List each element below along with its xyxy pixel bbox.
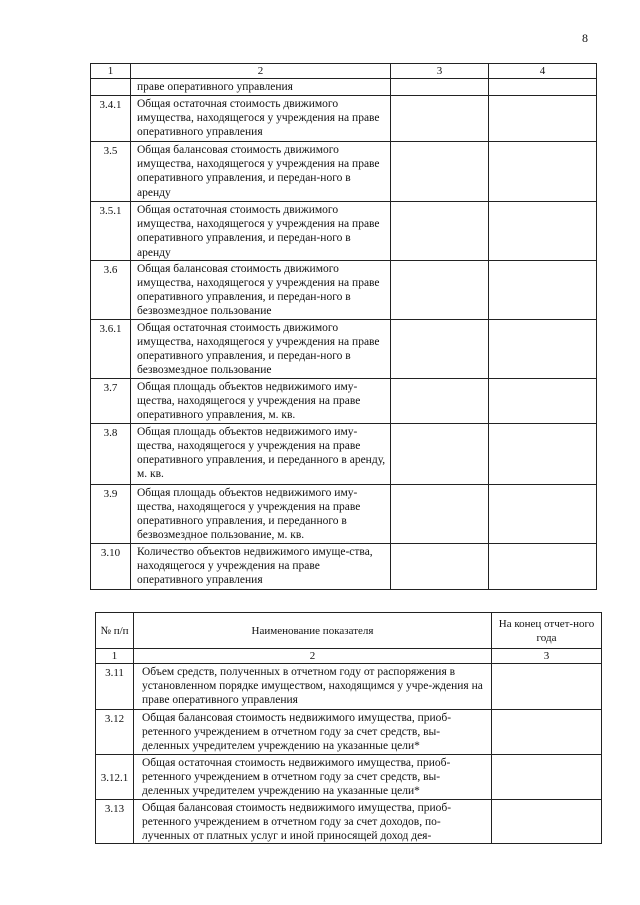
table-row [96, 754, 602, 799]
indicator-name: Общая балансовая стоимость недвижимого имущества, приоб-ретенного учреждением в отчетном году за счет доходов, по-лученных от платных услуг и иной приносящей доход дея- [134, 799, 492, 844]
indicator-name: Общая площадь объектов недвижимого иму-щества, находящегося у учреждения на праве оперативного управления, и переданного в безвозмездное пользование, м. кв. [131, 484, 391, 543]
col-number-1: 1 [96, 649, 134, 664]
table-row [96, 664, 602, 710]
indicator-name: Общая балансовая стоимость движимого имущества, находящегося у учреждения на праве оперативного управления, и передан-ного в аренду [131, 142, 391, 202]
value-cell [391, 260, 489, 319]
value-cell [489, 142, 597, 202]
indicator-name: Общая балансовая стоимость недвижимого имущества, приоб-ретенного учреждением в отчетном году за счет средств, вы-деленных учредителем учреждению на указанные цели* [134, 710, 492, 755]
table-row [91, 79, 597, 96]
value-cell [489, 319, 597, 378]
table-row [91, 202, 597, 261]
indicator-name: Общая остаточная стоимость недвижимого имущества, приоб-ретенного учреждением в отчетном году за счет средств, вы-деленных учредителем учреждению на указанные цели* [134, 754, 492, 799]
page-number: 8 [582, 31, 588, 45]
value-cell [489, 423, 597, 484]
col-number-3: 3 [492, 649, 602, 664]
value-cell [492, 664, 602, 710]
value-cell [391, 319, 489, 378]
value-cell [489, 79, 597, 96]
col-number-2: 2 [131, 64, 391, 79]
header-name: Наименование показателя [134, 613, 492, 649]
header-row [96, 613, 602, 649]
value-cell [492, 754, 602, 799]
indicators-table [95, 612, 602, 844]
row-number: 3.6 [91, 260, 131, 319]
table-row [91, 319, 597, 378]
indicator-name: праве оперативного управления [131, 79, 391, 96]
value-cell [489, 378, 597, 423]
row-number: 3.12 [96, 710, 134, 755]
row-number: 3.13 [96, 799, 134, 844]
value-cell [391, 484, 489, 543]
row-number: 3.11 [96, 664, 134, 710]
value-cell [489, 96, 597, 142]
header-value: На конец отчет-ного года [492, 613, 602, 649]
table-row [91, 260, 597, 319]
header-num: № п/п [96, 613, 134, 649]
column-number-row [96, 649, 602, 664]
row-number: 3.4.1 [91, 96, 131, 142]
row-number: 3.7 [91, 378, 131, 423]
col-number-2: 2 [134, 649, 492, 664]
indicator-name: Количество объектов недвижимого имуще-ства, находящегося у учреждения на праве оперативного управления [131, 543, 391, 589]
value-cell [489, 543, 597, 589]
table-row [91, 378, 597, 423]
value-cell [489, 260, 597, 319]
table-row [91, 484, 597, 543]
col-number-4: 4 [489, 64, 597, 79]
value-cell [391, 96, 489, 142]
indicator-name: Общая остаточная стоимость движимого имущества, находящегося у учреждения на праве оперативного управления, и передан-ного в аренду [131, 202, 391, 261]
indicator-name: Общая площадь объектов недвижимого иму-щества, находящегося у учреждения на праве оперативного управления, и переданного в аренду, м. кв. [131, 423, 391, 484]
value-cell [391, 423, 489, 484]
value-cell [391, 543, 489, 589]
row-number: 3.5 [91, 142, 131, 202]
indicators-table-continued [90, 63, 597, 590]
indicator-name: Общая остаточная стоимость движимого имущества, находящегося у учреждения на праве оперативного управления, и передан-ного в безвозмездное пользование [131, 319, 391, 378]
row-number [91, 79, 131, 96]
row-number: 3.10 [91, 543, 131, 589]
column-number-row [91, 64, 597, 79]
row-number: 3.8 [91, 423, 131, 484]
value-cell [492, 710, 602, 755]
value-cell [391, 79, 489, 96]
row-number: 3.9 [91, 484, 131, 543]
value-cell [391, 378, 489, 423]
indicator-name: Общая остаточная стоимость движимого имущества, находящегося у учреждения на праве оперативного управления [131, 96, 391, 142]
value-cell [391, 142, 489, 202]
col-number-1: 1 [91, 64, 131, 79]
value-cell [391, 202, 489, 261]
table-row [91, 96, 597, 142]
table-row [96, 799, 602, 844]
row-number: 3.12.1 [96, 754, 134, 799]
row-number: 3.5.1 [91, 202, 131, 261]
table-row [91, 543, 597, 589]
value-cell [489, 484, 597, 543]
row-number: 3.6.1 [91, 319, 131, 378]
indicator-name: Общая площадь объектов недвижимого иму-щества, находящегося у учреждения на праве оперативного управления, м. кв. [131, 378, 391, 423]
table-row [91, 423, 597, 484]
value-cell [492, 799, 602, 844]
col-number-3: 3 [391, 64, 489, 79]
table-row [91, 142, 597, 202]
indicator-name: Объем средств, полученных в отчетном году от распоряжения в установленном порядке имуществом, находящимся у учре-ждения на праве оперативного управления [134, 664, 492, 710]
table-row [96, 710, 602, 755]
indicator-name: Общая балансовая стоимость движимого имущества, находящегося у учреждения на праве оперативного управления, и передан-ного в безвозмездное пользование [131, 260, 391, 319]
value-cell [489, 202, 597, 261]
